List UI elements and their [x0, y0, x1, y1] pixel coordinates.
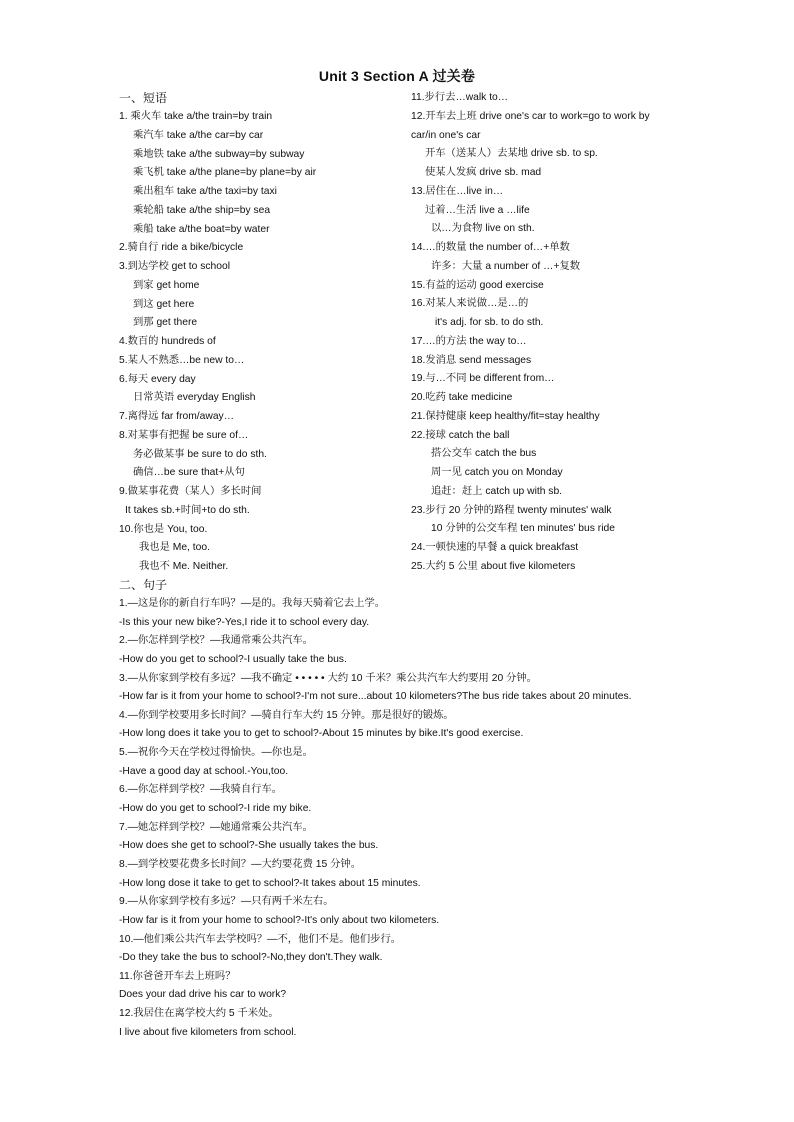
sentence-line: -How long does it take you to get to school?-About 15 minutes by bike.It's good exercise.	[119, 728, 524, 740]
phrases-left-column	[119, 88, 409, 577]
sentence-line: -How does she get to school?-She usually takes the bus.	[119, 840, 379, 852]
phrase-item: 11.步行去…walk to…	[411, 92, 509, 103]
phrase-item: 搭公交车 catch the bus	[431, 448, 537, 460]
sentences-heading: 二、句子	[119, 578, 168, 592]
sentence-line: 1.—这是你的新自行车吗？—是的。我每天骑着它去上学。	[119, 598, 386, 609]
sentence-line: -How do you get to school?-I usually take the bus.	[119, 653, 347, 665]
phrase-item: 到这 get here	[133, 298, 195, 310]
sentence-line: -How long dose it take to get to school?-It takes about 15 minutes.	[119, 877, 421, 889]
phrase-item: 25.大约 5 公里 about five kilometers	[411, 560, 576, 572]
phrase-item: 19.与…不同 be different from…	[411, 373, 555, 385]
phrase-item: 乘飞机 take a/the plane=by plane=by air	[133, 167, 317, 179]
sentence-line: -Do they take the bus to school?-No,they don't.They walk.	[119, 952, 383, 964]
phrase-item: 过着…生活 live a …life	[425, 204, 530, 216]
phrase-item: 乘出租车 take a/the taxi=by taxi	[133, 186, 277, 197]
phrase-item: 乘轮船 take a/the ship=by sea	[133, 204, 271, 216]
phrase-item: 到家 get home	[133, 279, 200, 291]
phrase-item: 6.每天 every day	[119, 373, 196, 385]
phrase-item: 2.骑自行 ride a bike/bicycle	[119, 242, 244, 254]
phrase-item: 确信…be sure that+从句	[133, 467, 245, 479]
sentence-line: 11.你爸爸开车去上班吗？	[119, 970, 236, 982]
phrase-item: 24.一顿快速的早餐 a quick breakfast	[411, 542, 579, 553]
phrase-item: 16.对某人来说做…是…的	[411, 298, 529, 310]
phrase-item: 开车（送某人）去某地 drive sb. to sp.	[425, 148, 598, 160]
phrase-item: 14.…的数量 the number of…+单数	[411, 242, 570, 253]
phrase-item: 18.发消息 send messages	[411, 354, 532, 366]
sentence-line: 10.—他们乘公共汽车去学校吗？—不，他们不是。他们步行。	[119, 933, 402, 945]
document-title: Unit 3 Section A 过关卷	[318, 68, 476, 84]
sentence-line: -Have a good day at school.-You,too.	[119, 765, 289, 777]
phrase-item: 周一见 catch you on Monday	[431, 467, 563, 478]
phrase-item: It takes sb.+时间+to do sth.	[125, 504, 250, 516]
phrase-item: 22.接球 catch the ball	[411, 429, 510, 441]
phrase-item: 我也是 Me, too.	[139, 542, 210, 554]
phrase-item: 追赶：赶上 catch up with sb.	[431, 485, 563, 497]
phrase-item: 我也不 Me. Neither.	[139, 561, 229, 572]
phrase-item: 1. 乘火车 take a/the train=by train	[119, 111, 273, 122]
phrase-item: 使某人发疯 drive sb. mad	[425, 167, 542, 178]
sentence-line: -Is this your new bike?-Yes,I ride it to school every day.	[119, 616, 370, 628]
sentence-line: 3.—从你家到学校有多远？—我不确定 • • • • • 大约 10 千米？乘公共汽车大约要用 20 分钟。	[119, 672, 537, 684]
phrases-heading: 一、短语	[119, 91, 168, 105]
sentence-line: 8.—到学校要花费多长时间？—大约要花费 15 分钟。	[119, 858, 361, 870]
phrase-item: 8.对某事有把握 be sure of…	[119, 429, 249, 441]
phrase-item: 23.步行 20 分钟的路程 twenty minutes' walk	[411, 504, 612, 516]
sentence-line: 7.—她怎样到学校？—她通常乘公共汽车。	[119, 821, 313, 833]
phrase-item: 3.到达学校 get to school	[119, 261, 231, 272]
phrase-item: 9.做某事花费（某人）多长时间	[119, 486, 262, 497]
phrase-item: car/in one's car	[411, 129, 481, 141]
sentence-line: 6.—你怎样到学校？—我骑自行车。	[119, 784, 283, 796]
phrase-item: 12.开车去上班 drive one's car to work=go to work by	[411, 110, 650, 122]
phrase-item: 10.你也是 You, too.	[119, 523, 208, 535]
phrase-item: 13.居住在…live in…	[411, 185, 504, 197]
sentence-line: 4.—你到学校要用多长时间？—骑自行车大约 15 分钟。那是很好的锻炼。	[119, 709, 454, 721]
phrase-item: 到那 get there	[133, 317, 198, 329]
sentence-line: Does your dad drive his car to work?	[119, 989, 287, 1001]
sentence-line: 5.—祝你今天在学校过得愉快。—你也是。	[119, 747, 313, 759]
phrase-item: 乘汽车 take a/the car=by car	[133, 129, 264, 141]
phrase-item: 以…为食物 live on sth.	[431, 223, 535, 235]
phrase-item: 务必做某事 be sure to do sth.	[133, 448, 267, 460]
phrase-item: 10 分钟的公交车程 ten minutes' bus ride	[431, 523, 615, 535]
phrase-item: 5.某人不熟悉…be new to…	[119, 354, 245, 366]
sentence-line: I live about five kilometers from school.	[119, 1026, 297, 1038]
phrase-item: 4.数百的 hundreds of	[119, 336, 216, 347]
phrase-item: 乘船 take a/the boat=by water	[133, 223, 270, 235]
phrase-item: 7.离得远 far from/away…	[119, 411, 235, 422]
phrases-right-column	[411, 89, 711, 577]
sentence-line: -How far is it from your home to school?-It's only about two kilometers.	[119, 914, 440, 926]
phrase-item: 乘地铁 take a/the subway=by subway	[133, 148, 305, 160]
sentence-line: 2.—你怎样到学校？—我通常乘公共汽车。	[119, 635, 313, 647]
phrase-item: 21.保持健康 keep healthy/fit=stay healthy	[411, 410, 600, 422]
phrase-item: 许多：大量 a number of …+复数	[431, 260, 581, 272]
phrase-item: 日常英语 everyday English	[133, 392, 256, 404]
sentence-line: -How far is it from your home to school?-I'm not sure...about 10 kilometers?The bus ride takes about 20 minutes.	[119, 691, 632, 703]
phrase-item: 15.有益的运动 good exercise	[411, 279, 544, 291]
sentence-line: -How do you get to school?-I ride my bike.	[119, 803, 312, 815]
sentence-line: 9.—从你家到学校有多远？—只有两千米左右。	[119, 896, 334, 908]
phrase-item: 20.吃药 take medicine	[411, 392, 513, 403]
phrase-item: 17.…的方法 the way to…	[411, 335, 527, 347]
sentences-section	[119, 575, 759, 1042]
sentence-line: 12.我居住在离学校大约 5 千米处。	[119, 1008, 279, 1020]
phrase-item: it's adj. for sb. to do sth.	[435, 317, 544, 328]
